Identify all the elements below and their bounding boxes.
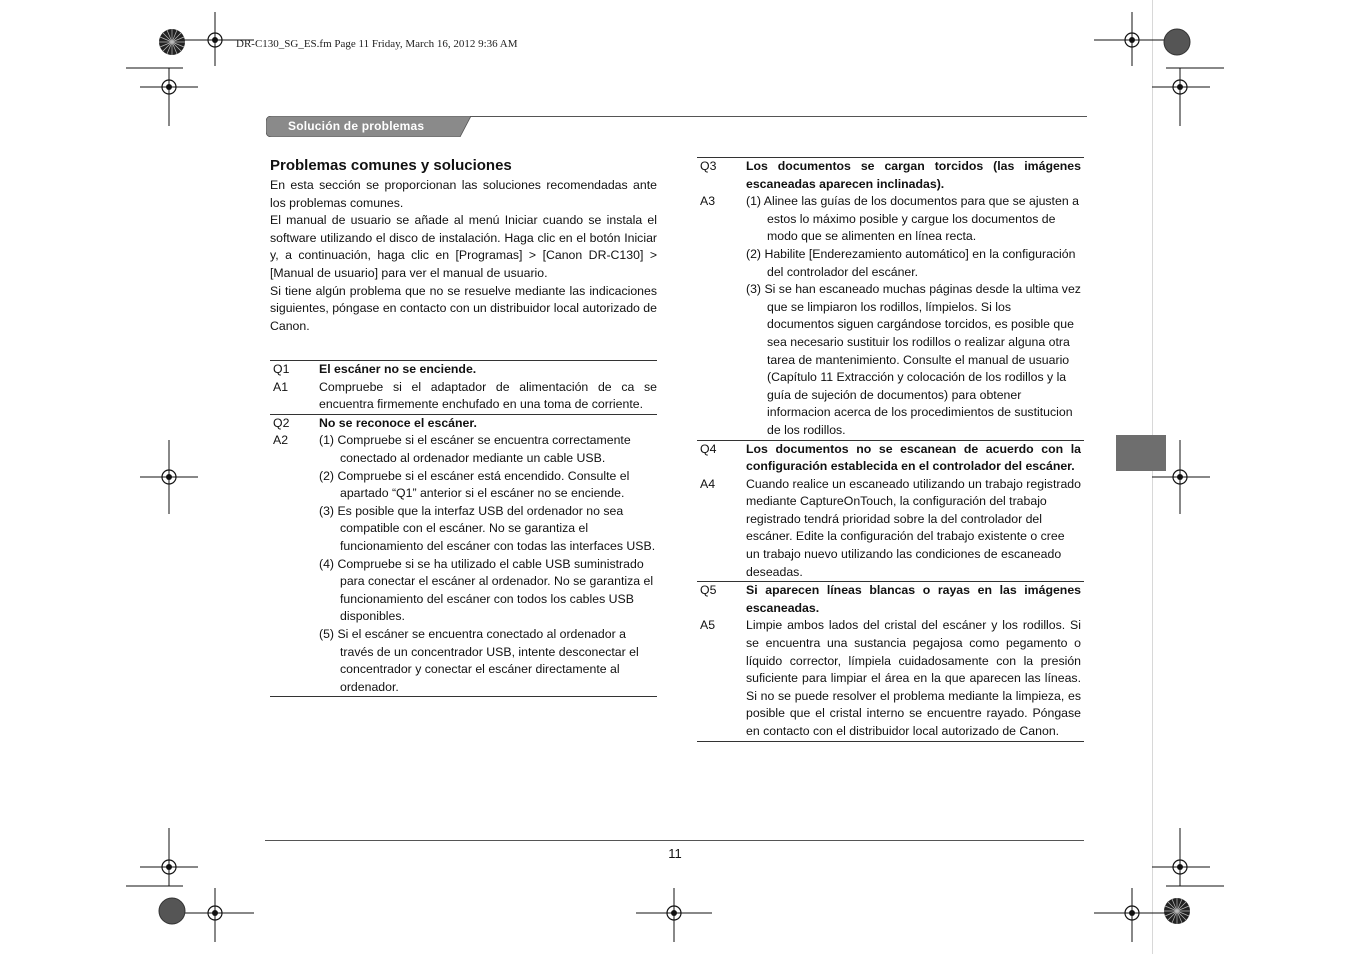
answer-text: Cuando realice un escaneado utilizando un trabajo registrado mediante CaptureOnTouch, la configuración del trabajo registrado tendrá prioridad sobre la del controlador del escáner. Edite la configuración del trabajo existente o cree un trabajo nuevo utilizando las condiciones de escaneado deseadas. xyxy=(746,476,1081,579)
question-text: No se reconoce el escáner. xyxy=(319,415,477,430)
answer-row xyxy=(697,476,1084,582)
question-tag: Q2 xyxy=(273,415,290,430)
question-text: El escáner no se enciende. xyxy=(319,362,477,376)
question-text: Los documentos no se escanean de acuerdo con la configuración establecida en el controlador del escáner. xyxy=(746,441,1081,474)
answer-row xyxy=(697,193,1084,439)
answer-tag: A2 xyxy=(273,433,289,448)
question-tag: Q1 xyxy=(273,362,290,376)
file-info-header: DR-C130_SG_ES.fm Page 11 Friday, March 16, 2012 9:36 AM xyxy=(236,38,518,50)
question-tag: Q4 xyxy=(700,441,717,456)
page-number: 11 xyxy=(668,846,682,861)
intro-text xyxy=(270,177,657,335)
question-text: Si aparecen líneas blancas o rayas en las imágenes escaneadas. xyxy=(746,583,1081,615)
section-title: Problemas comunes y soluciones xyxy=(270,157,512,174)
qa-table-right xyxy=(697,157,1084,742)
answer-item: (2) Habilite [Enderezamiento automático] en la configuración del controlador del escáner. xyxy=(746,246,1076,279)
question-row xyxy=(270,361,657,379)
answer-item: (2) Compruebe si el escáner está encendido. Consulte el apartado “Q1” anterior si el escáner no se enciende. xyxy=(319,468,630,501)
answer-text: Compruebe si el adaptador de alimentación de ca se encuentra firmemente enchufado en una toma de corriente. xyxy=(319,379,657,412)
question-row xyxy=(270,414,657,433)
answer-list xyxy=(319,432,657,696)
intro-paragraph: Si tiene algún problema que no se resuelve mediante las indicaciones siguientes, póngase en contacto con un distribuidor local autorizado de Canon. xyxy=(270,283,657,333)
question-tag: Q3 xyxy=(700,159,717,173)
footer-rule xyxy=(265,840,1084,841)
intro-paragraph: El manual de usuario se añade al menú Iniciar cuando se instala el software utilizando el disco de instalación. Haga clic en el botón Iniciar y, a continuación, haga clic en [Programas] > [Canon DR-C130] > [Manual de usuario] para ver el manual de usuario. xyxy=(270,213,657,280)
answer-row xyxy=(270,379,657,414)
answer-tag: A5 xyxy=(700,618,716,633)
answer-item: (3) Es posible que la interfaz USB del ordenador no sea compatible con el escáner. No se garantiza el funcionamiento del escáner con todas las interfaces USB. xyxy=(319,503,656,553)
section-tab-label: Solución de problemas xyxy=(288,119,425,133)
answer-item: (3) Si se han escaneado muchas páginas desde la ultima vez que se limpiaron los rodillos, límpielos. Si los documentos siguen cargándose torcidos, es posible que sea necesario sustituir los rodillos o realizar alguna otra tarea de mantenimiento. Consulte el manual de usuario (Capítulo 11 Extracción y colocación de los rodillos y la guía de sujeción de documentos) para obtener informacion acerca de los procedimientos de sustitucion de los rodillos. xyxy=(746,282,1081,437)
answer-text: Limpie ambos lados del cristal del escáner y los rodillos. Si se encuentra una sustancia pegajosa como pegamento o líquido corrector, límpiela cuidadosamente con la presión suficiente para limpiar el área en la que aparecen las líneas. Si no se puede resolver el problema mediante la limpieza, es posible que el cristal interno se encuentre rayado. Póngase en contacto con el distribuidor local autorizado de Canon. xyxy=(746,618,1081,738)
answer-tag: A3 xyxy=(700,194,716,209)
answer-list xyxy=(746,193,1084,439)
answer-row xyxy=(697,617,1084,740)
answer-row xyxy=(270,432,657,696)
intro-paragraph: En esta sección se proporcionan las soluciones recomendadas ante los problemas comunes. xyxy=(270,178,657,210)
chapter-thumb-tab xyxy=(1116,435,1166,471)
qa-table-left xyxy=(270,360,657,697)
question-row xyxy=(697,440,1084,476)
question-tag: Q5 xyxy=(700,583,717,598)
question-row xyxy=(697,158,1084,193)
answer-tag: A4 xyxy=(700,476,716,491)
answer-item: (4) Compruebe si se ha utilizado el cable USB suministrado para conectar el escáner al ordenador. No se garantiza el funcionamiento del escáner con todos los cables USB disponibles. xyxy=(319,556,654,624)
answer-item: (5) Si el escáner se encuentra conectado al ordenador a través de un concentrador USB, intente desconectar el concentrador y conectar el escáner directamente al ordenador. xyxy=(319,626,639,694)
answer-item: (1) Alinee las guías de los documentos para que se ajusten a estos lo máximo posible y cargue los documentos de modo que se alimenten en línea recta. xyxy=(746,194,1079,244)
header-rule xyxy=(470,116,1087,117)
answer-item: (1) Compruebe si el escáner se encuentra correctamente conectado al ordenador mediante un cable USB. xyxy=(319,433,631,465)
question-row xyxy=(697,581,1084,617)
question-text: Los documentos se cargan torcidos (las imágenes escaneadas aparecen inclinadas). xyxy=(746,159,1081,191)
answer-tag: A1 xyxy=(273,379,289,394)
